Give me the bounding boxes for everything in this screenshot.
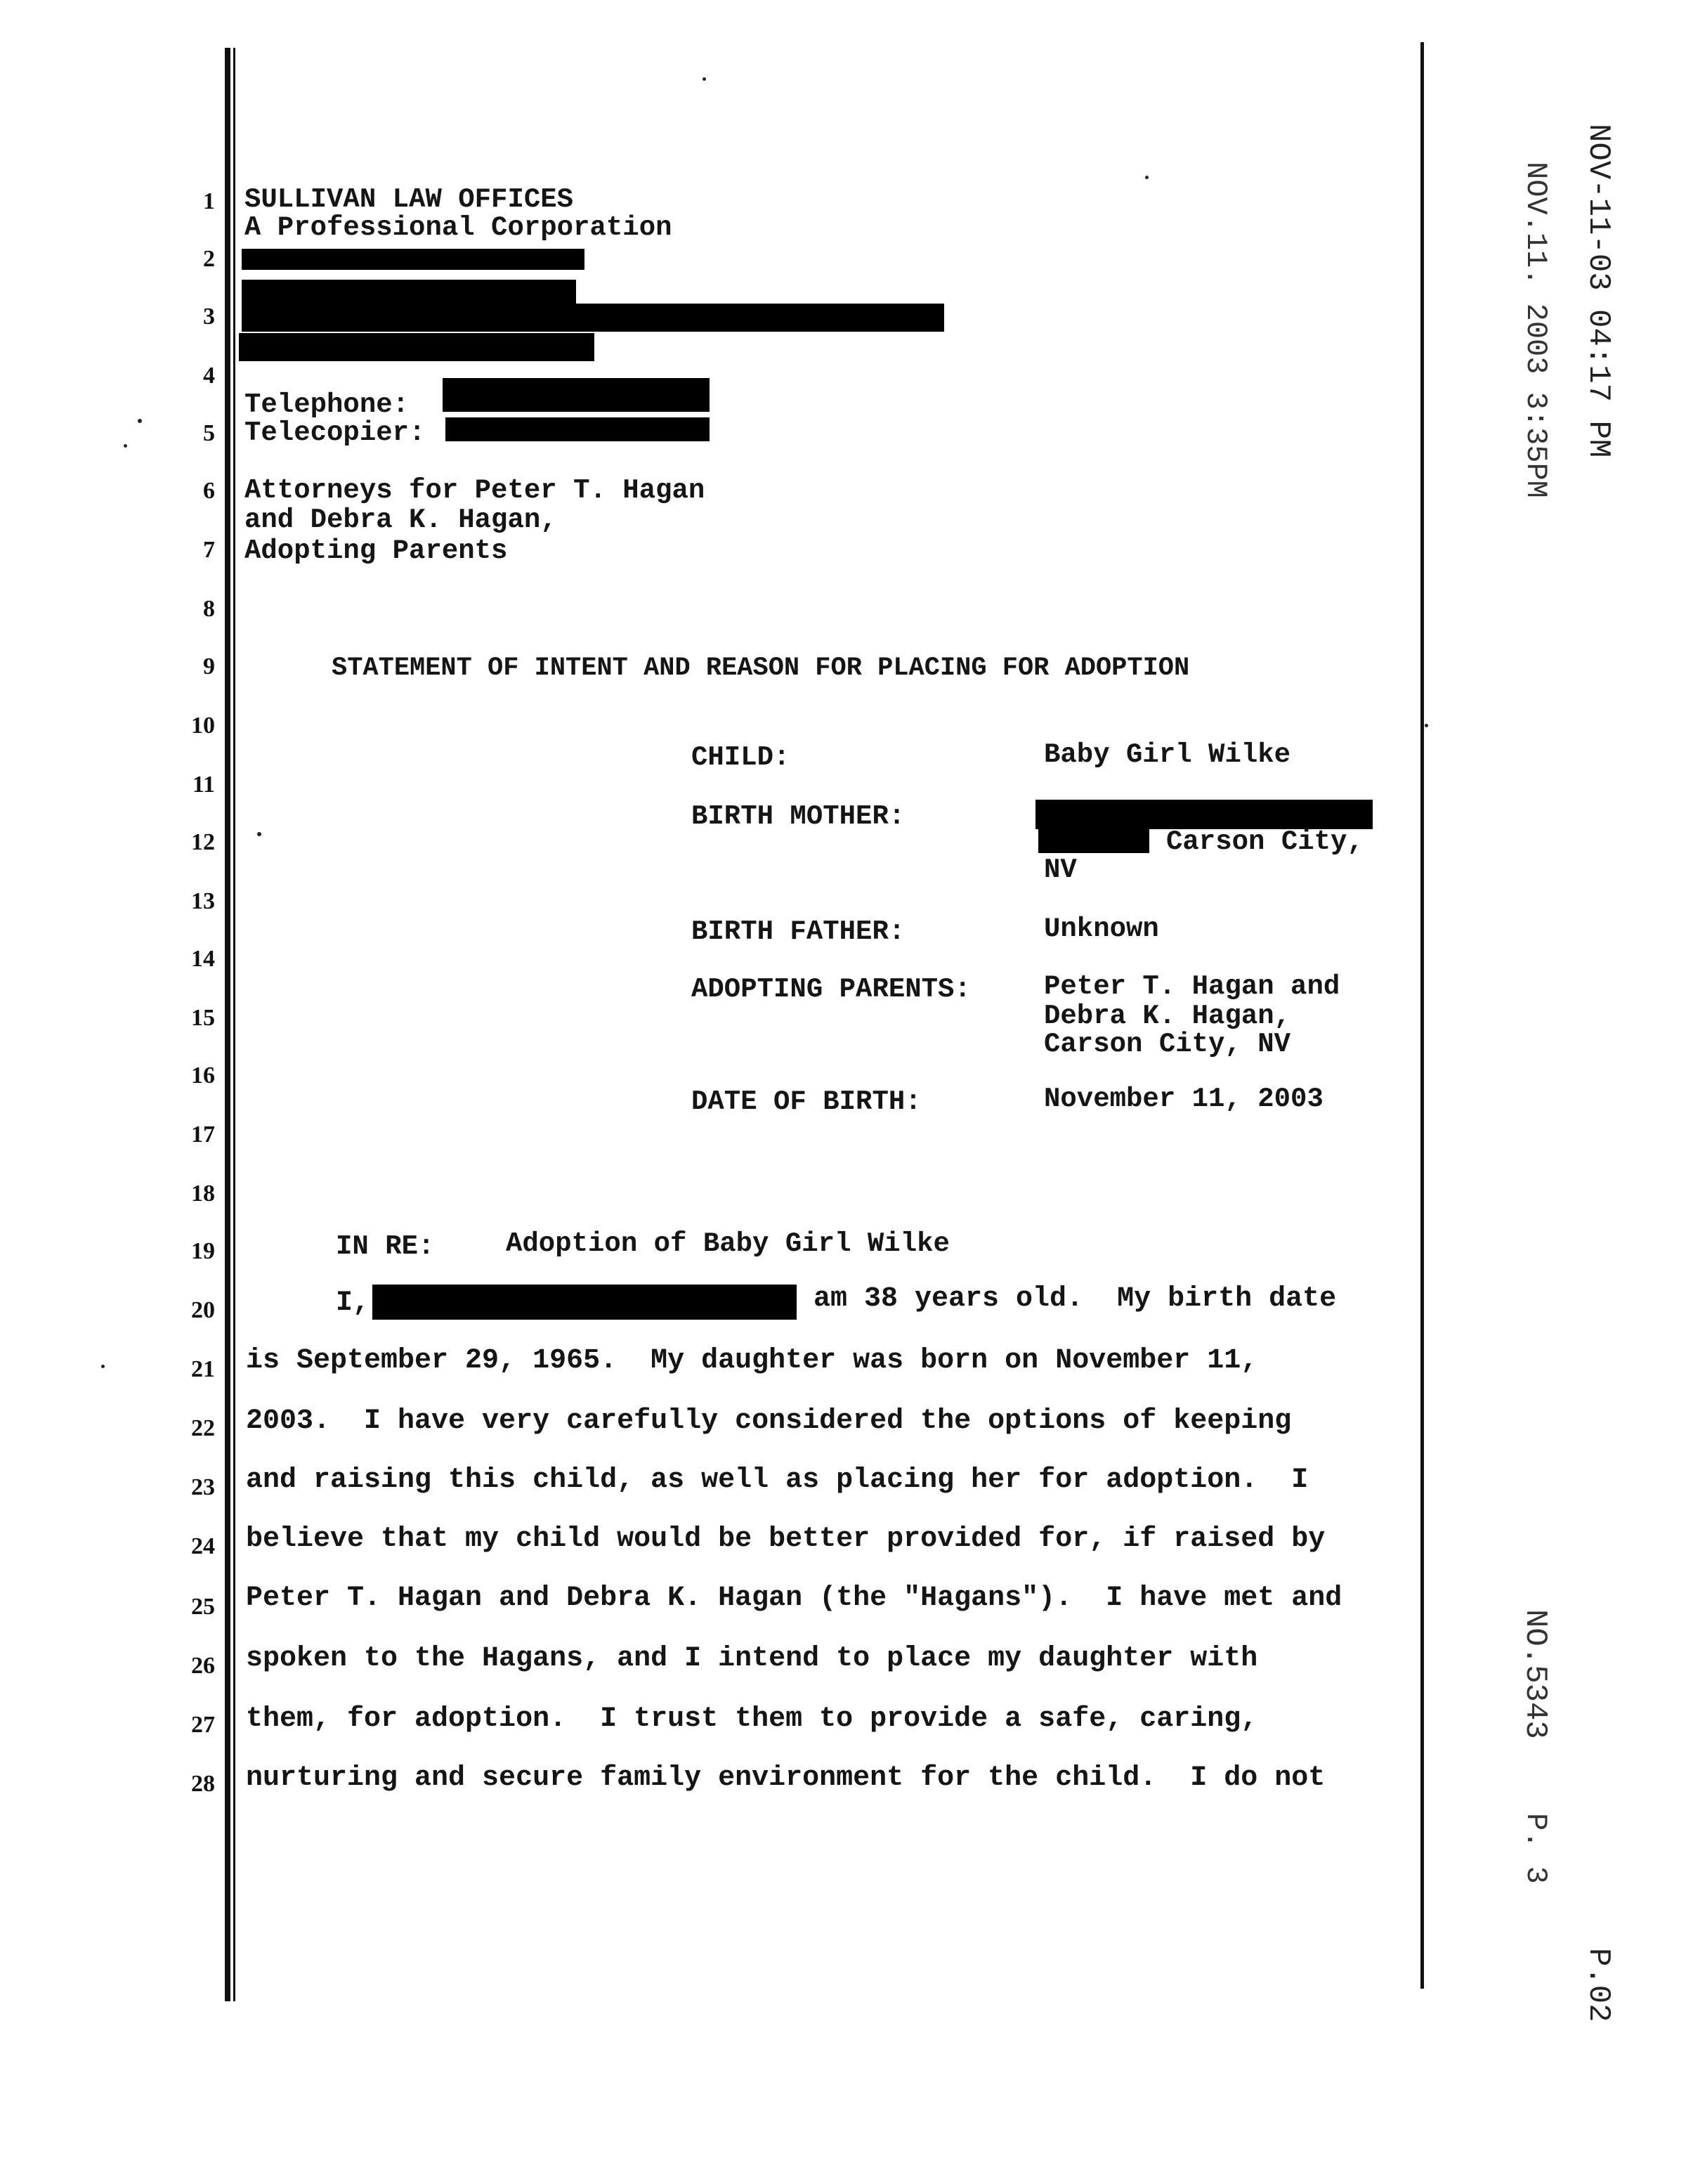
- fax-stamp-inner: NOV.11. 2003 3:35PM: [1519, 162, 1553, 498]
- speck: [101, 1365, 105, 1368]
- child-value: Baby Girl Wilke: [1044, 739, 1291, 770]
- line-number: 24: [191, 1533, 215, 1559]
- fax-stamp-number: NO.5343: [1517, 1609, 1553, 1739]
- redaction-bar: [443, 378, 710, 412]
- redaction-bar: [372, 1285, 797, 1320]
- adopting-parents-value: Carson City, NV: [1044, 1029, 1291, 1060]
- line-number: 4: [203, 363, 215, 389]
- line-number: 5: [203, 420, 215, 446]
- line-number: 27: [191, 1712, 215, 1738]
- telecopier-label: Telecopier:: [244, 417, 426, 448]
- left-margin-rule: [225, 48, 230, 2001]
- redaction-bar: [242, 280, 576, 304]
- line-number: 13: [191, 888, 215, 914]
- body-line: Peter T. Hagan and Debra K. Hagan (the "Hagans"). I have met and: [246, 1582, 1342, 1614]
- line-number: 20: [191, 1297, 215, 1323]
- line-number: 6: [203, 478, 215, 504]
- line-number: 26: [191, 1653, 215, 1679]
- line-number: 1: [203, 188, 215, 214]
- dob-value: November 11, 2003: [1044, 1084, 1324, 1114]
- line-number: 22: [191, 1415, 215, 1441]
- speck: [257, 832, 261, 836]
- birth-father-label: BIRTH FATHER:: [691, 916, 906, 947]
- line-number: 23: [191, 1474, 215, 1500]
- adopting-parents-value: Debra K. Hagan,: [1044, 1001, 1291, 1032]
- fax-stamp-page: P.02: [1581, 1948, 1616, 2022]
- body-line: nurturing and secure family environment for the child. I do not: [246, 1762, 1326, 1794]
- line-number: 21: [191, 1356, 215, 1382]
- redaction-bar: [239, 333, 594, 361]
- birth-mother-state: NV: [1044, 854, 1077, 885]
- firm-type: A Professional Corporation: [244, 212, 672, 243]
- birth-father-value: Unknown: [1044, 914, 1159, 944]
- line-number: 18: [191, 1181, 215, 1207]
- line-number: 9: [203, 654, 215, 680]
- firm-name: SULLIVAN LAW OFFICES: [244, 184, 574, 215]
- body-line: them, for adoption. I trust them to provide a safe, caring,: [246, 1703, 1258, 1735]
- speck: [1145, 176, 1149, 179]
- line-number: 17: [191, 1122, 215, 1148]
- line-number: 11: [192, 772, 215, 798]
- in-re-value: Adoption of Baby Girl Wilke: [506, 1228, 950, 1259]
- dob-label: DATE OF BIRTH:: [691, 1086, 922, 1117]
- attorneys-line: and Debra K. Hagan,: [244, 505, 557, 535]
- attorneys-line: Attorneys for Peter T. Hagan: [244, 475, 705, 506]
- speck: [1425, 724, 1428, 727]
- line-number: 7: [203, 537, 215, 563]
- birth-mother-city: Carson City,: [1166, 826, 1364, 857]
- document-title: STATEMENT OF INTENT AND REASON FOR PLACING FOR ADOPTION: [332, 654, 1190, 683]
- line-number: 14: [191, 946, 215, 972]
- body-line: is September 29, 1965. My daughter was born on November 11,: [246, 1345, 1258, 1377]
- speck: [702, 77, 706, 81]
- right-margin-rule: [1420, 42, 1424, 1989]
- fax-stamp-outer: NOV-11-03 04:17 PM: [1581, 124, 1616, 458]
- fax-stamp-page-small: P. 3: [1519, 1813, 1553, 1884]
- redaction-bar: [242, 249, 584, 270]
- line-number: 2: [203, 246, 215, 272]
- line-number: 12: [191, 829, 215, 855]
- line-number: 15: [191, 1005, 215, 1031]
- line-number: 10: [191, 713, 215, 739]
- birth-mother-label: BIRTH MOTHER:: [691, 801, 906, 832]
- body-line: believe that my child would be better provided for, if raised by: [246, 1523, 1326, 1555]
- in-re-label: IN RE:: [336, 1231, 435, 1262]
- line-number: 16: [191, 1062, 215, 1088]
- speck: [138, 419, 142, 423]
- redaction-bar: [242, 304, 944, 332]
- body-line: spoken to the Hagans, and I intend to place my daughter with: [246, 1643, 1258, 1675]
- body-line-20-end: am 38 years old. My birth date: [813, 1283, 1337, 1315]
- adopting-parents-label: ADOPTING PARENTS:: [691, 974, 971, 1005]
- redaction-bar: [1038, 829, 1149, 853]
- speck: [124, 444, 127, 448]
- redaction-bar: [445, 417, 710, 441]
- line-number: 19: [191, 1238, 215, 1264]
- telephone-label: Telephone:: [244, 389, 410, 420]
- body-line: 2003. I have very carefully considered the options of keeping: [246, 1405, 1292, 1437]
- left-margin-rule-thin: [233, 48, 235, 2001]
- adopting-parents-value: Peter T. Hagan and: [1044, 971, 1340, 1002]
- redaction-bar: [1035, 800, 1373, 829]
- body-line: and raising this child, as well as placing her for adoption. I: [246, 1464, 1309, 1496]
- body-line-20-start: I,: [336, 1287, 370, 1319]
- line-number: 8: [203, 596, 215, 622]
- line-number: 25: [191, 1594, 215, 1620]
- line-number: 3: [203, 304, 215, 330]
- attorneys-line: Adopting Parents: [244, 535, 508, 566]
- line-number: 28: [191, 1771, 215, 1797]
- child-label: CHILD:: [691, 742, 790, 773]
